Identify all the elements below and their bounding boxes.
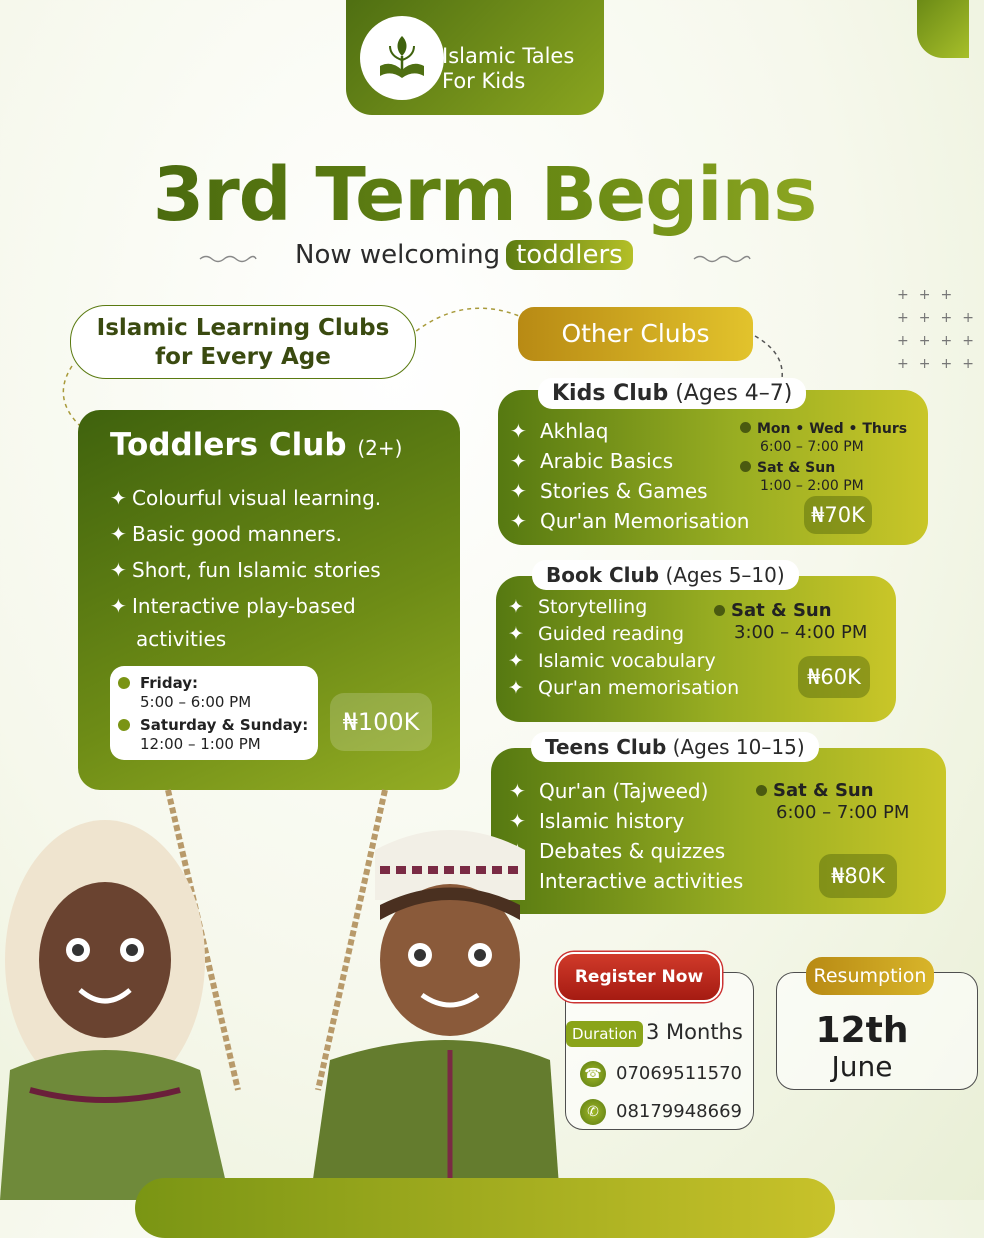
duration-value: 3 Months [646, 1020, 743, 1044]
list-item-text: Islamic history [539, 809, 685, 833]
list-item-text: Qur'an memorisation [538, 677, 740, 699]
kids-club-price: ₦70K [804, 496, 872, 534]
bullet-dot-icon [740, 461, 751, 472]
schedule-time: 5:00 – 6:00 PM [140, 693, 252, 711]
schedule-time: 12:00 – 1:00 PM [140, 735, 261, 753]
list-item-text: Interactive activities [539, 869, 744, 893]
schedule-day: Sat & Sun [731, 600, 832, 621]
kids-club-ages: (Ages 4–7) [675, 381, 793, 406]
subtitle [295, 240, 633, 270]
book-club-list [508, 594, 739, 702]
resumption-day: 12th [815, 1010, 909, 1051]
teens-club-ages: (Ages 10–15) [672, 735, 805, 759]
schedule-day: Saturday & Sunday: [140, 716, 309, 734]
other-clubs-label: Other Clubs [518, 307, 753, 361]
subtitle-text: Now welcoming [295, 240, 501, 270]
teens-club-price: ₦80K [819, 854, 897, 898]
list-item-continuation: activities [136, 627, 227, 651]
sparkle-icon: ✦ [510, 509, 527, 533]
list-item [508, 594, 739, 621]
schedule-day: Sat & Sun [757, 460, 836, 476]
sparkle-icon: ✦ [510, 419, 527, 443]
sparkle-icon: ✦ [110, 522, 127, 546]
kids-club-name: Kids Club [552, 381, 669, 406]
phone-number: 07069511570 [616, 1063, 742, 1084]
toddlers-club-name: Toddlers Club [110, 427, 347, 463]
resumption-month: June [831, 1050, 893, 1083]
phone-contact[interactable] [580, 1063, 742, 1084]
schedule-row [714, 600, 867, 622]
list-item-text: Stories & Games [540, 479, 708, 503]
book-club-price: ₦60K [798, 656, 870, 698]
schedule-time: 6:00 – 7:00 PM [760, 439, 864, 455]
sparkle-icon: ✦ [509, 809, 526, 833]
squiggle-left-icon [198, 254, 258, 264]
schedule-row [140, 716, 318, 754]
brand-name-line1: Islamic Tales [442, 44, 575, 68]
sparkle-icon: ✦ [510, 479, 527, 503]
kids-club-card [498, 381, 928, 545]
list-item-text: Debates & quizzes [539, 839, 726, 863]
brand-header [346, 0, 604, 115]
list-item [510, 506, 749, 536]
schedule-day: Mon • Wed • Thurs [757, 421, 908, 437]
book-club-title [532, 560, 799, 590]
sparkle-icon: ✦ [110, 486, 127, 510]
learning-clubs-line1: Islamic Learning Clubs [96, 315, 390, 341]
schedule-day: Friday: [140, 674, 199, 692]
list-item-text: Short, fun Islamic stories [132, 558, 381, 582]
schedule-row [140, 674, 318, 712]
list-item-text: Arabic Basics [540, 449, 674, 473]
schedule-row [756, 780, 909, 802]
sparkle-icon: ✦ [510, 449, 527, 473]
brand-logo-icon [360, 16, 444, 100]
book-club-ages: (Ages 5–10) [665, 563, 785, 587]
schedule-time: 3:00 – 4:00 PM [734, 622, 868, 643]
kids-club-list [510, 416, 749, 536]
teens-club-name: Teens Club [545, 735, 667, 759]
list-item [508, 675, 739, 702]
list-item [510, 446, 749, 476]
teens-club-schedule [756, 780, 909, 824]
page-title: 3rd Term Begins [0, 152, 969, 238]
list-item-text: Qur'an Memorisation [540, 509, 750, 533]
list-item [508, 648, 739, 675]
resumption-label: Resumption [806, 957, 934, 995]
bullet-dot-icon [118, 719, 130, 731]
list-item-text: Islamic vocabulary [538, 650, 716, 672]
schedule-row [740, 420, 907, 438]
sparkle-icon: ✦ [508, 677, 524, 699]
list-item [508, 621, 739, 648]
brand-name [442, 44, 574, 94]
schedule-day: Sat & Sun [773, 780, 874, 801]
sparkle-icon: ✦ [110, 594, 127, 618]
brand-name-line2: For Kids [442, 69, 526, 93]
sparkle-icon: ✦ [508, 623, 524, 645]
bullet-dot-icon [714, 605, 725, 616]
bottom-decoration-bar [135, 1178, 835, 1238]
toddlers-club-age: (2+) [357, 436, 403, 460]
list-item-text: Akhlaq [540, 419, 609, 443]
list-item-text: Interactive play-based [132, 594, 356, 618]
toddlers-club-card [78, 410, 460, 790]
learning-clubs-label [70, 305, 416, 379]
whatsapp-contact[interactable] [580, 1101, 742, 1122]
list-item [110, 552, 450, 588]
sparkle-icon: ✦ [110, 558, 127, 582]
list-item-text: Colourful visual learning. [132, 486, 382, 510]
list-item [110, 516, 450, 552]
toddlers-club-title [110, 427, 402, 463]
kids-club-title [538, 378, 806, 409]
book-club-name: Book Club [546, 563, 660, 587]
list-item [110, 588, 450, 624]
squiggle-right-icon [692, 254, 752, 264]
list-item [510, 416, 749, 446]
bullet-dot-icon [740, 422, 751, 433]
phone-number: 08179948669 [616, 1101, 742, 1122]
schedule-time: 6:00 – 7:00 PM [776, 802, 910, 823]
list-item [510, 476, 749, 506]
list-item-text: Basic good manners. [132, 522, 342, 546]
book-club-card [496, 563, 896, 722]
schedule-row [740, 459, 907, 477]
book-club-schedule [714, 600, 867, 644]
schedule-time: 1:00 – 2:00 PM [760, 478, 864, 494]
toddlers-club-list [110, 480, 450, 657]
register-now-button[interactable]: Register Now [556, 952, 722, 1002]
subtitle-highlight: toddlers [506, 240, 633, 270]
bullet-dot-icon [756, 785, 767, 796]
sparkle-icon: ✦ [509, 779, 526, 803]
list-item-text: Guided reading [538, 623, 685, 645]
list-item-text: Storytelling [538, 596, 648, 618]
bullet-dot-icon [118, 677, 130, 689]
children-illustration [0, 790, 560, 1200]
sparkle-icon: ✦ [508, 650, 524, 672]
phone-icon: ☎ [580, 1061, 606, 1087]
toddlers-schedule [110, 666, 318, 760]
whatsapp-icon: ✆ [580, 1099, 606, 1125]
plus-pattern: +++ ++++ ++++ ++++ [897, 287, 984, 372]
duration-label: Duration [566, 1021, 643, 1047]
learning-clubs-line2: for Every Age [155, 344, 331, 370]
toddlers-price: ₦100K [330, 693, 432, 751]
corner-decoration [917, 0, 969, 58]
teens-club-title [531, 732, 819, 762]
list-item [110, 480, 450, 516]
kids-club-schedule [740, 420, 907, 495]
list-item-text: Qur'an (Tajweed) [539, 779, 709, 803]
sparkle-icon: ✦ [508, 596, 524, 618]
